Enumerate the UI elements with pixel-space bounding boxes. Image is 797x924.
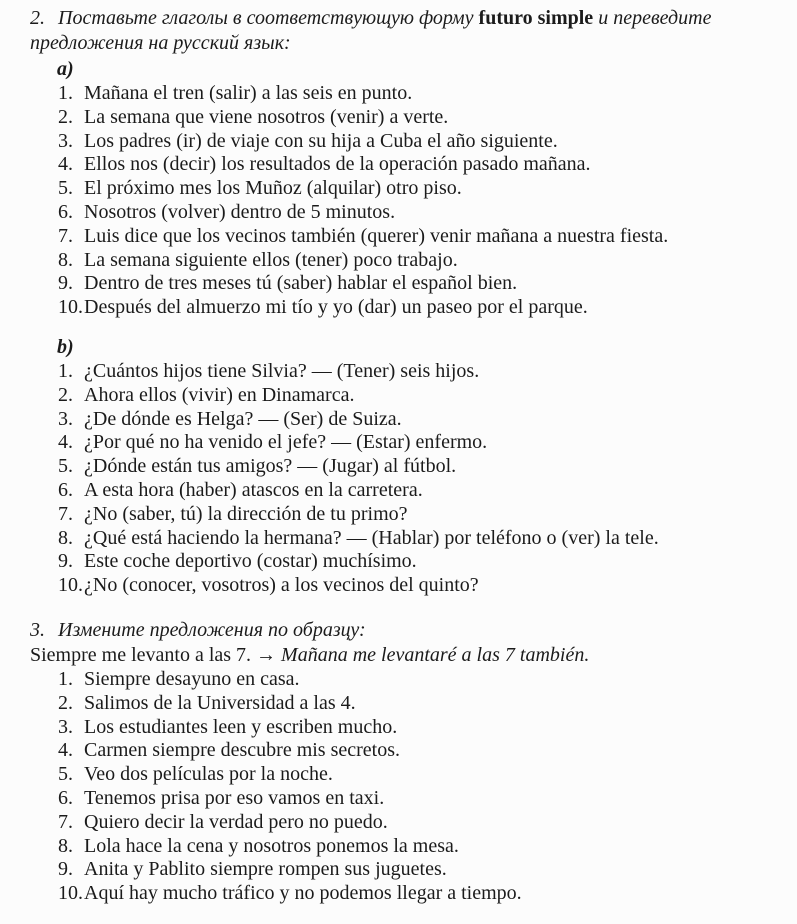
list-item bbox=[58, 835, 773, 859]
exercise3-header bbox=[30, 618, 773, 643]
item-text: Ahora ellos (vivir) en Dinamarca. bbox=[84, 383, 355, 406]
item-number: 5. bbox=[58, 177, 73, 200]
item-number: 6. bbox=[58, 478, 73, 501]
item-number: 7. bbox=[58, 810, 73, 833]
item-text: ¿No (conocer, vosotros) a los vecinos del quinto? bbox=[84, 574, 479, 597]
item-text: ¿No (saber, tú) la dirección de tu primo? bbox=[84, 502, 408, 525]
item-number: 1. bbox=[58, 359, 73, 382]
list-item bbox=[58, 763, 773, 787]
item-text: Anita y Pablito siempre rompen sus juguetes. bbox=[84, 858, 447, 881]
item-number: 2. bbox=[58, 691, 73, 714]
section-b-list bbox=[58, 360, 773, 598]
item-text: Mañana el tren (salir) a las seis en punto. bbox=[84, 82, 413, 104]
item-number: 5. bbox=[58, 763, 73, 786]
item-text: Luis dice que los vecinos también (querer) venir mañana a nuestra fiesta. bbox=[84, 224, 669, 247]
item-number: 4. bbox=[58, 153, 73, 176]
item-text: Siempre desayuno en casa. bbox=[84, 667, 300, 690]
list-item bbox=[58, 858, 773, 882]
item-text: La semana siguiente ellos (tener) poco trabajo. bbox=[84, 248, 458, 271]
item-number: 8. bbox=[58, 526, 73, 549]
exercise3-list bbox=[58, 668, 773, 906]
exercise3-example bbox=[30, 643, 773, 668]
item-number: 2. bbox=[58, 105, 73, 128]
exercise2-instruction-bold: futuro simple bbox=[478, 7, 594, 29]
list-item bbox=[58, 249, 773, 273]
item-text: ¿Dónde están tus amigos? — (Jugar) al fútbol. bbox=[84, 455, 457, 478]
list-item bbox=[58, 668, 773, 692]
item-number: 4. bbox=[58, 431, 73, 454]
list-item bbox=[58, 431, 773, 455]
item-text: Nosotros (volver) dentro de 5 minutos. bbox=[84, 200, 396, 223]
section-a-list bbox=[58, 82, 773, 320]
item-number: 7. bbox=[58, 502, 73, 525]
item-text: A esta hora (haber) atascos en la carretera. bbox=[84, 478, 423, 501]
item-text: Quiero decir la verdad pero no puedo. bbox=[84, 810, 388, 833]
item-number: 9. bbox=[58, 858, 73, 881]
item-text: Después del almuerzo mi tío y yo (dar) un paseo por el parque. bbox=[84, 296, 588, 319]
item-text: Los estudiantes leen y escriben mucho. bbox=[84, 715, 398, 738]
exercise2-header bbox=[30, 6, 773, 56]
item-text: Salimos de la Universidad a las 4. bbox=[84, 691, 356, 714]
item-text: Veo dos películas por la noche. bbox=[84, 763, 333, 786]
example-plain: Siempre me levanto a las 7. → bbox=[30, 643, 282, 666]
list-item bbox=[58, 177, 773, 201]
item-number: 4. bbox=[58, 739, 73, 762]
item-text: El próximo mes los Muñoz (alquilar) otro piso. bbox=[84, 177, 462, 200]
item-number: 7. bbox=[58, 224, 73, 247]
item-text: Los padres (ir) de viaje con su hija a Cuba el año siguiente. bbox=[84, 129, 558, 152]
exercise2-number: 2. bbox=[30, 7, 45, 29]
list-item bbox=[58, 550, 773, 574]
list-item bbox=[58, 360, 773, 384]
item-number: 1. bbox=[58, 82, 73, 104]
list-item bbox=[58, 882, 773, 906]
list-item bbox=[58, 811, 773, 835]
exercise2-instruction-post: и переведите предложения на русский язык: bbox=[30, 7, 712, 54]
item-number: 5. bbox=[58, 455, 73, 478]
item-number: 10. bbox=[58, 574, 83, 597]
list-item bbox=[58, 479, 773, 503]
exercise3-instruction: Измените предложения по образцу: bbox=[58, 618, 366, 641]
item-text: Carmen siempre descubre mis secretos. bbox=[84, 739, 401, 762]
list-item bbox=[58, 384, 773, 408]
list-item bbox=[58, 455, 773, 479]
document-page bbox=[30, 6, 773, 906]
list-item bbox=[58, 527, 773, 551]
item-number: 9. bbox=[58, 550, 73, 573]
exercise3-number: 3. bbox=[30, 618, 45, 641]
item-text: Dentro de tres meses tú (saber) hablar el español bien. bbox=[84, 272, 518, 295]
list-item bbox=[58, 153, 773, 177]
list-item bbox=[58, 130, 773, 154]
item-number: 10. bbox=[58, 882, 83, 905]
item-text: ¿Cuántos hijos tiene Silvia? — (Tener) seis hijos. bbox=[84, 359, 480, 382]
section-a-label: a) bbox=[57, 58, 74, 80]
list-item bbox=[58, 503, 773, 527]
list-item bbox=[58, 716, 773, 740]
item-number: 6. bbox=[58, 200, 73, 223]
list-item bbox=[58, 272, 773, 296]
item-number: 8. bbox=[58, 834, 73, 857]
list-item bbox=[58, 201, 773, 225]
section-b-label: b) bbox=[57, 335, 74, 358]
list-item bbox=[58, 82, 773, 106]
item-number: 9. bbox=[58, 272, 73, 295]
item-number: 3. bbox=[58, 129, 73, 152]
item-number: 2. bbox=[58, 383, 73, 406]
list-item bbox=[58, 574, 773, 598]
item-text: La semana que viene nosotros (venir) a verte. bbox=[84, 105, 449, 128]
exercise3 bbox=[30, 618, 773, 906]
item-text: Este coche deportivo (costar) muchísimo. bbox=[84, 550, 417, 573]
exercise2-instruction-pre: Поставьте глаголы в соответствующую форму bbox=[58, 7, 479, 29]
example-italic: Mañana me levantaré a las 7 también. bbox=[281, 643, 590, 666]
list-item bbox=[58, 225, 773, 249]
item-text: Lola hace la cena y nosotros ponemos la mesa. bbox=[84, 834, 459, 857]
item-number: 3. bbox=[58, 715, 73, 738]
list-item bbox=[58, 408, 773, 432]
item-number: 3. bbox=[58, 407, 73, 430]
item-number: 1. bbox=[58, 667, 73, 690]
item-text: ¿De dónde es Helga? — (Ser) de Suiza. bbox=[84, 407, 402, 430]
item-number: 10. bbox=[58, 296, 83, 319]
item-number: 6. bbox=[58, 786, 73, 809]
item-text: ¿Por qué no ha venido el jefe? — (Estar) enfermo. bbox=[84, 431, 488, 454]
list-item bbox=[58, 739, 773, 763]
list-item bbox=[58, 787, 773, 811]
list-item bbox=[58, 692, 773, 716]
item-text: Tenemos prisa por eso vamos en taxi. bbox=[84, 786, 385, 809]
item-text: ¿Qué está haciendo la hermana? — (Hablar) por teléfono o (ver) la tele. bbox=[84, 526, 659, 549]
list-item bbox=[58, 296, 773, 320]
item-text: Ellos nos (decir) los resultados de la operación pasado mañana. bbox=[84, 153, 591, 176]
item-number: 8. bbox=[58, 248, 73, 271]
list-item bbox=[58, 106, 773, 130]
item-text: Aquí hay mucho tráfico y no podemos llegar a tiempo. bbox=[84, 882, 522, 905]
